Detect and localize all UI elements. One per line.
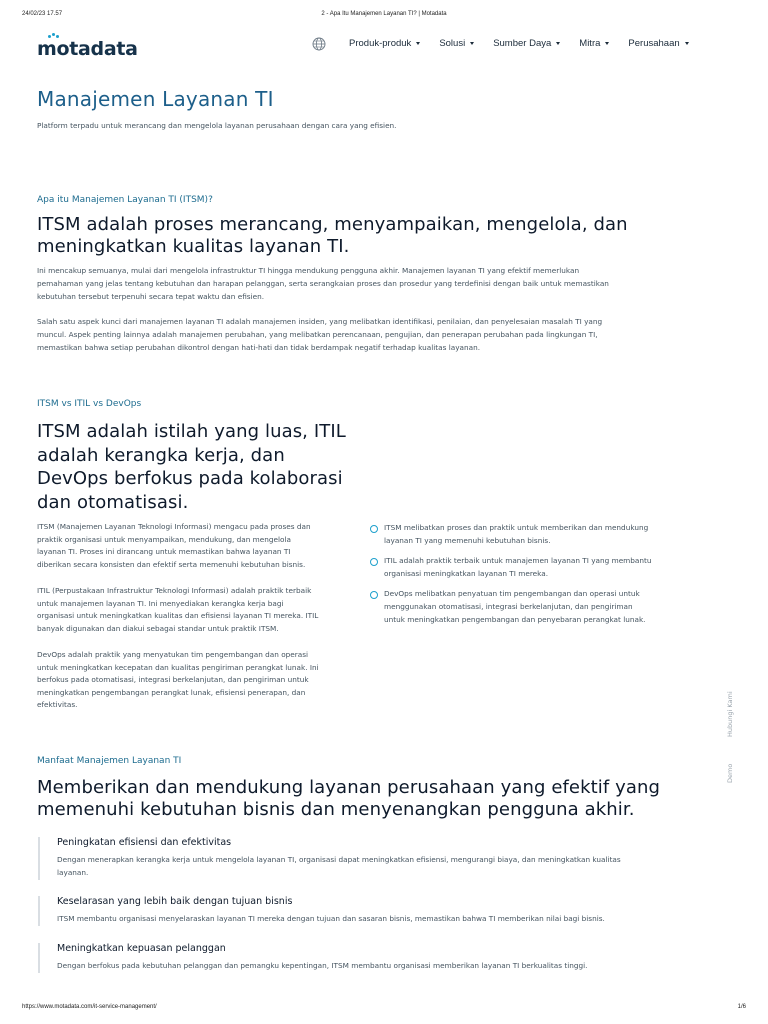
hero-lead: Platform terpadu untuk merancang dan mengelola layanan perusahaan dengan cara yang efisien. — [37, 121, 397, 130]
section-eyebrow-benefits: Manfaat Manajemen Layanan TI — [37, 756, 182, 766]
demo-tab[interactable]: Demo — [726, 763, 734, 783]
menu-item-perusahaan[interactable]: Perusahaan — [628, 38, 688, 49]
benefit-title: Meningkatkan kepuasan pelanggan — [57, 943, 226, 954]
section-eyebrow-versus: ITSM vs ITIL vs DevOps — [37, 399, 142, 409]
print-page-number: 1/6 — [737, 1004, 746, 1010]
benefit-item — [38, 943, 698, 973]
menu-item-sumber-daya[interactable]: Sumber Daya — [493, 38, 560, 49]
print-timestamp: 24/02/23 17.57 — [22, 11, 63, 17]
print-page-title: 2 - Apa Itu Manajemen Layanan TI? | Motadata — [321, 11, 447, 17]
section-heading-what: ITSM adalah proses merancang, menyampaikan, mengelola, dan meningkatkan kualitas layanan TI. — [37, 214, 628, 257]
benefit-description: ITSM membantu organisasi menyelaraskan layanan TI mereka dengan tujuan dan sasaran bisnis, memastikan bahwa TI memberikan nilai bagi bisnis. — [57, 914, 605, 923]
chevron-down-icon — [685, 42, 689, 45]
chevron-down-icon — [556, 42, 560, 45]
paragraph-what-1: Ini mencakup semuanya, mulai dari mengelola infrastruktur TI hingga mendukung pengguna akhir. Manajemen layanan TI yang efektif memerlukan pemahaman yang jelas tentang kebutuhan dan harapan pelanggan, serta serangkaian proses dan prosedur yang terdefinisi dengan baik untuk memastikan kebutuhan tersebut terpenuhi secara tepat waktu dan efisien. — [37, 266, 609, 301]
benefit-title: Peningkatan efisiensi dan efektivitas — [57, 837, 232, 848]
globe-icon[interactable] — [312, 37, 326, 51]
top-navigation — [0, 30, 768, 64]
benefit-description: Dengan menerapkan kerangka kerja untuk mengelola layanan TI, organisasi dapat meningkatkan efisiensi, mengurangi biaya, dan meningkatkan kualitas layanan. — [57, 855, 621, 877]
versus-itil-paragraph: ITIL (Perpustakaan Infrastruktur Teknologi Informasi) adalah praktik terbaik untuk manajemen layanan TI. Ini menyediakan kerangka kerja bagi organisasi untuk meningkatkan kualitas dan efisiensi layanan TI mereka. ITIL banyak digunakan dan diakui sebagai standar untuk praktik ITSM. — [37, 586, 319, 633]
benefit-item — [38, 837, 698, 880]
chevron-down-icon — [605, 42, 609, 45]
circle-check-icon — [370, 591, 378, 599]
chevron-down-icon — [470, 42, 474, 45]
section-heading-benefits: Memberikan dan mendukung layanan perusahaan yang efektif yang memenuhi kebutuhan bisnis dan menyenangkan pengguna akhir. — [37, 777, 661, 820]
menu-item-produk[interactable]: Produk-produk — [349, 38, 420, 49]
versus-checklist — [370, 522, 688, 634]
benefit-title: Keselarasan yang lebih baik dengan tujuan bisnis — [57, 896, 293, 907]
logo-text: motadata — [37, 38, 138, 60]
versus-devops-paragraph: DevOps adalah praktik yang menyatukan tim pengembangan dan operasi untuk meningkatkan kecepatan dan kualitas pengiriman perangkat lunak. Ini berfokus pada otomatisasi, integrasi berkelanjutan, dan pengiriman untuk meningkatkan pengembangan perangkat lunak, efisiensi penerapan, dan efektivitas. — [37, 650, 319, 710]
menu-item-mitra[interactable]: Mitra — [579, 38, 609, 49]
circle-check-icon — [370, 558, 378, 566]
main-menu — [349, 38, 708, 49]
benefit-description: Dengan berfokus pada kebutuhan pelanggan dan pemangku kepentingan, ITSM membantu organisasi memberikan layanan TI berkualitas tinggi. — [57, 961, 588, 970]
section-eyebrow-what: Apa itu Manajemen Layanan TI (ITSM)? — [37, 195, 213, 205]
chevron-down-icon — [416, 42, 420, 45]
list-item: ITSM melibatkan proses dan praktik untuk memberikan dan mendukung layanan TI yang memenuhi kebutuhan bisnis. — [370, 522, 688, 547]
page-title: Manajemen Layanan TI — [37, 87, 274, 111]
benefit-item — [38, 896, 698, 926]
circle-check-icon — [370, 525, 378, 533]
contact-us-tab[interactable]: Hubungi Kami — [726, 691, 734, 737]
paragraph-what-2: Salah satu aspek kunci dari manajemen layanan TI adalah manajemen insiden, yang melibatkan identifikasi, penilaian, dan penyelesaian masalah TI yang muncul. Aspek penting lainnya adalah manajemen perubahan, yang melibatkan perencanaan, pengujian, dan penerapan perubahan pada lingkungan TI, memastikan bahwa setiap perubahan dikontrol dengan hati-hati dan tidak berdampak negatif terhadap kualitas layanan. — [37, 317, 603, 352]
versus-itsm-paragraph: ITSM (Manajemen Layanan Teknologi Informasi) mengacu pada proses dan praktik organisasi untuk menyampaikan, mendukung, dan mengelola layanan TI. Proses ini dirancang untuk memastikan bahwa layanan TI diberikan secara konsisten dan efektif serta memenuhi kebutuhan bisnis. — [37, 522, 311, 569]
menu-item-solusi[interactable]: Solusi — [439, 38, 474, 49]
print-url: https://www.motadata.com/it-service-management/ — [22, 1004, 157, 1010]
logo-dots-icon — [48, 33, 62, 39]
print-header — [0, 11, 768, 21]
motadata-logo[interactable] — [37, 38, 138, 60]
section-heading-versus: ITSM adalah istilah yang luas, ITIL adalah kerangka kerja, dan DevOps berfokus pada kolaborasi dan otomatisasi. — [37, 421, 346, 513]
list-item: DevOps melibatkan penyatuan tim pengembangan dan operasi untuk menggunakan otomatisasi, integrasi berkelanjutan, dan pengiriman untuk meningkatkan pengembangan dan penyebaran perangkat lunak. — [370, 588, 688, 626]
list-item: ITIL adalah praktik terbaik untuk manajemen layanan TI yang membantu organisasi meningkatkan layanan TI mereka. — [370, 555, 688, 580]
